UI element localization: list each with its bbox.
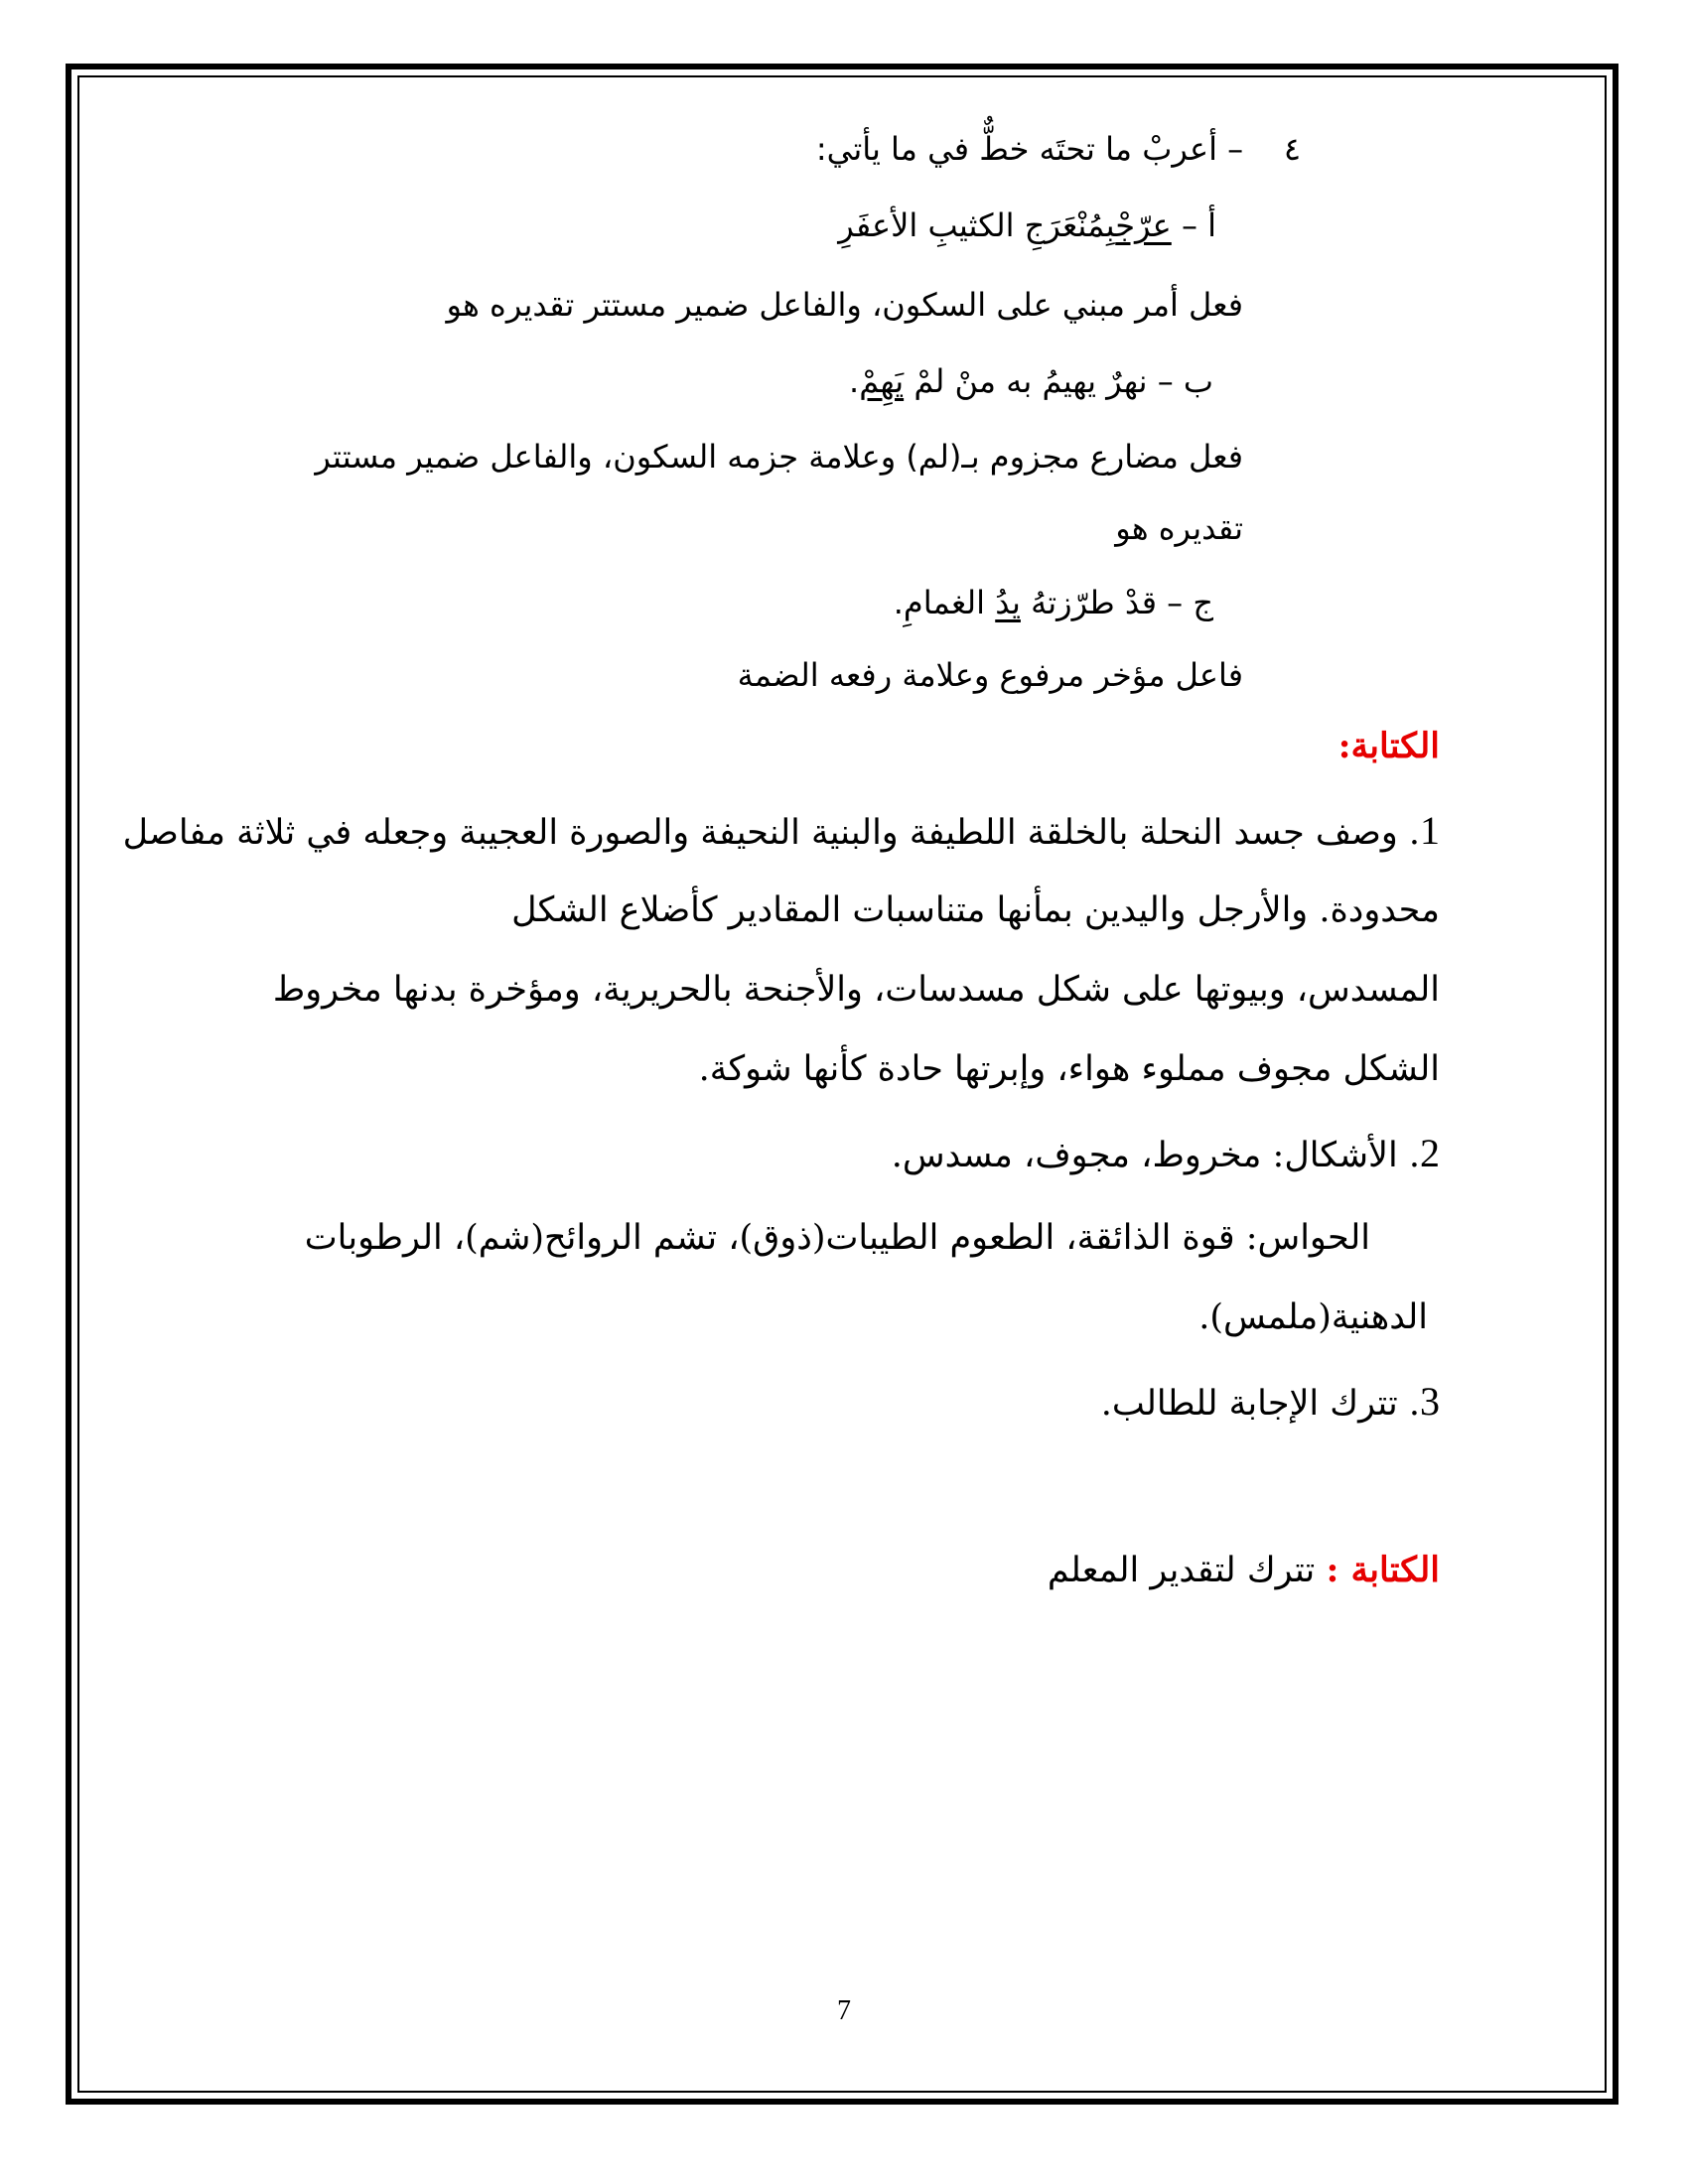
q4-number: ٤	[1283, 130, 1301, 168]
writing2-text: تترك لتقدير المعلم	[1047, 1551, 1316, 1590]
q4-title: أعربْ ما تحتَه خطٌّ في ما يأتي:	[815, 130, 1217, 168]
writing2-heading: الكتابة :	[1326, 1550, 1440, 1590]
q4-b-underlined: يَهِمْ	[859, 362, 905, 400]
page-number: 7	[837, 1995, 851, 2026]
q4-b-answer-line2: تقديره هو	[1115, 509, 1243, 547]
writing-item1-line4: الشكل مجوف مملوء هواء، وإبرتها حادة كأنها شوكة.	[698, 1049, 1440, 1089]
q4-c-answer: فاعل مؤخر مرفوع وعلامة رفعه الضمة	[737, 656, 1243, 694]
q4-b-end: .	[849, 362, 860, 400]
writing-item2-line1	[892, 1132, 1440, 1177]
writing-heading: الكتابة:	[1337, 726, 1440, 766]
writing2-line	[1048, 1549, 1440, 1592]
q4-c-rest: قدْ طرّزتهُ	[1031, 584, 1157, 621]
q4-a-answer: فعل أمر مبني على السكون، والفاعل ضمير مستتر تقديره هو	[446, 286, 1243, 324]
writing-item1-line3: المسدس، وبيوتها على شكل مسدسات، والأجنحة بالحريرية، ومؤخرة بدنها مخروط	[272, 970, 1440, 1010]
q4-c-line	[894, 581, 1213, 624]
writing-item1-number: 1	[1420, 808, 1440, 853]
q4-a-underlined: عرّجْ	[1115, 206, 1172, 244]
q4-title-line	[816, 127, 1301, 171]
writing-item3-number: 3	[1420, 1379, 1440, 1424]
writing-item1-text1: . وصف جسد النحلة بالخلقة اللطيفة والبنية النحيفة والصورة العجيبة وجعله في ثلاثة مفاصل	[122, 813, 1420, 853]
writing-item1-line2: محدودة. والأرجل واليدين بمأنها متناسبات المقادير كأضلاع الشكل	[511, 890, 1440, 930]
q4-a-line	[838, 204, 1216, 247]
q4-c-end: الغمامِ.	[893, 584, 986, 621]
writing-item2-number: 2	[1420, 1131, 1440, 1175]
q4-b-answer-line1: فعل مضارع مجزوم بـ(لم) وعلامة جزمه السكون، والفاعل ضمير مستتر	[315, 438, 1243, 476]
writing-item3-text1: . تترك الإجابة للطالب.	[1100, 1384, 1420, 1424]
q4-a-rest: بِمُنْعَرَجِ الكثيبِ الأعفَرِ	[838, 206, 1116, 244]
q4-dash: –	[1227, 130, 1244, 168]
q4-b-rest: نهرٌ يهيمُ به منْ لمْ	[914, 362, 1148, 400]
q4-b-line	[849, 359, 1213, 403]
q4-c-underlined: يدُ	[995, 584, 1021, 621]
writing-item1-line1	[123, 809, 1440, 855]
q4-c-prefix: ج –	[1167, 584, 1213, 621]
q4-a-prefix: أ –	[1181, 206, 1216, 244]
writing-item2-text1: . الأشكال: مخروط، مجوف، مسدس.	[891, 1136, 1420, 1175]
q4-b-prefix: ب –	[1157, 362, 1213, 400]
writing-item3-line1	[1101, 1380, 1440, 1426]
writing-item2-line2: الحواس: قوة الذائقة، الطعوم الطيبات(ذوق)، تشم الروائح(شم)، الرطوبات	[304, 1218, 1370, 1258]
writing-item2-line3: الدهنية(ملمس).	[1198, 1297, 1428, 1337]
